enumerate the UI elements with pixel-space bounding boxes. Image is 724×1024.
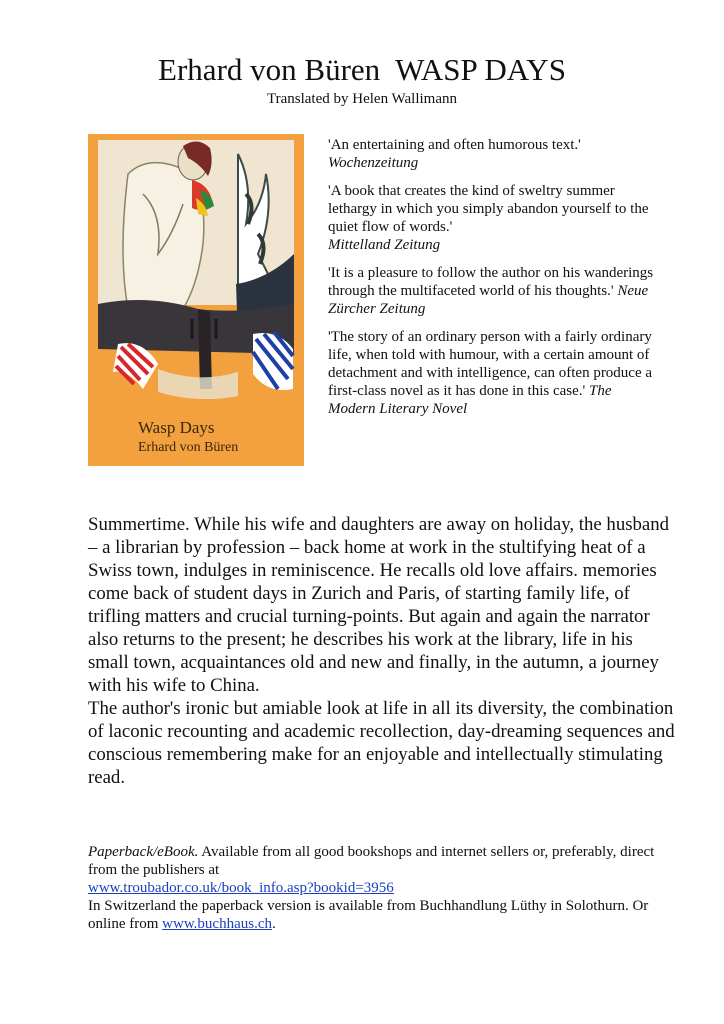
review-text: 'It is a pleasure to follow the author on his wanderings through the multifaceted world of his thoughts.' (328, 265, 654, 299)
availability-info (88, 843, 678, 933)
cover-painting-illustration (88, 134, 304, 466)
review-source: Neue Zürcher Zeitung (328, 283, 649, 317)
page-title: Erhard von Büren WASP DAYS (158, 52, 566, 87)
publisher-link-line (88, 879, 678, 897)
review-source: The Modern Literary Novel (328, 383, 612, 417)
cover-author: Erhard von Büren (138, 440, 239, 455)
review-source: Mittelland Zeitung (328, 237, 441, 253)
book-cover-image (88, 134, 304, 466)
review-quote (328, 136, 658, 172)
review-quote (328, 182, 658, 254)
review-source: Wochenzeitung (328, 155, 419, 171)
end-punctuation: . (272, 916, 276, 932)
switzerland-text: In Switzerland the paperback version is available from Buchhandlung Lüthy in Solothurn. Or online from (88, 898, 649, 932)
review-text: 'The story of an ordinary person with a fairly ordinary life, when told with humour, with a certain amount of detachment and with intelligence, can often produce a first-class novel as it has done in this case.' (328, 329, 653, 399)
description-paragraph: Summertime. While his wife and daughters are away on holiday, the husband – a librarian by profession – back home at work in the stultifying heat of a Swiss town, indulges in reminiscence. He recalls old love affairs. memories come back of student days in Zurich and Paris, of starting family life, of trifling matters and crucial turning-points. But again and again the narrator also returns to the present; he describes his work at the library, life in his small town, acquaintances old and new and finally, in the autumn, a journey with his wife to China. (88, 514, 670, 696)
description-paragraph: The author's ironic but amiable look at life in all its diversity, the combination of laconic recounting and academic recollection, day-dreaming sequences and conscious remembering make for an enjoyable and intellectually stimulating read. (88, 698, 675, 788)
review-quote (328, 328, 658, 418)
review-text: 'A book that creates the kind of sweltry summer lethargy in which you simply abandon yourself to the quiet flow of words.' (328, 183, 649, 235)
review-quotes (328, 136, 658, 428)
book-description (88, 513, 678, 789)
translator-credit: Translated by Helen Wallimann (266, 91, 457, 107)
publisher-link[interactable]: www.troubador.co.uk/book_info.asp?bookid=3956 (88, 880, 394, 896)
review-text: 'An entertaining and often humorous text.' (328, 137, 581, 153)
publisher-availability (88, 843, 678, 879)
bookshop-link[interactable]: www.buchhaus.ch (162, 916, 272, 932)
availability-text: Available from all good bookshops and internet sellers or, preferably, direct from the publishers at (88, 844, 655, 878)
review-quote (328, 264, 658, 318)
cover-title: Wasp Days (138, 418, 215, 437)
format-label: Paperback/eBook. (88, 844, 199, 860)
switzerland-availability (88, 897, 678, 933)
